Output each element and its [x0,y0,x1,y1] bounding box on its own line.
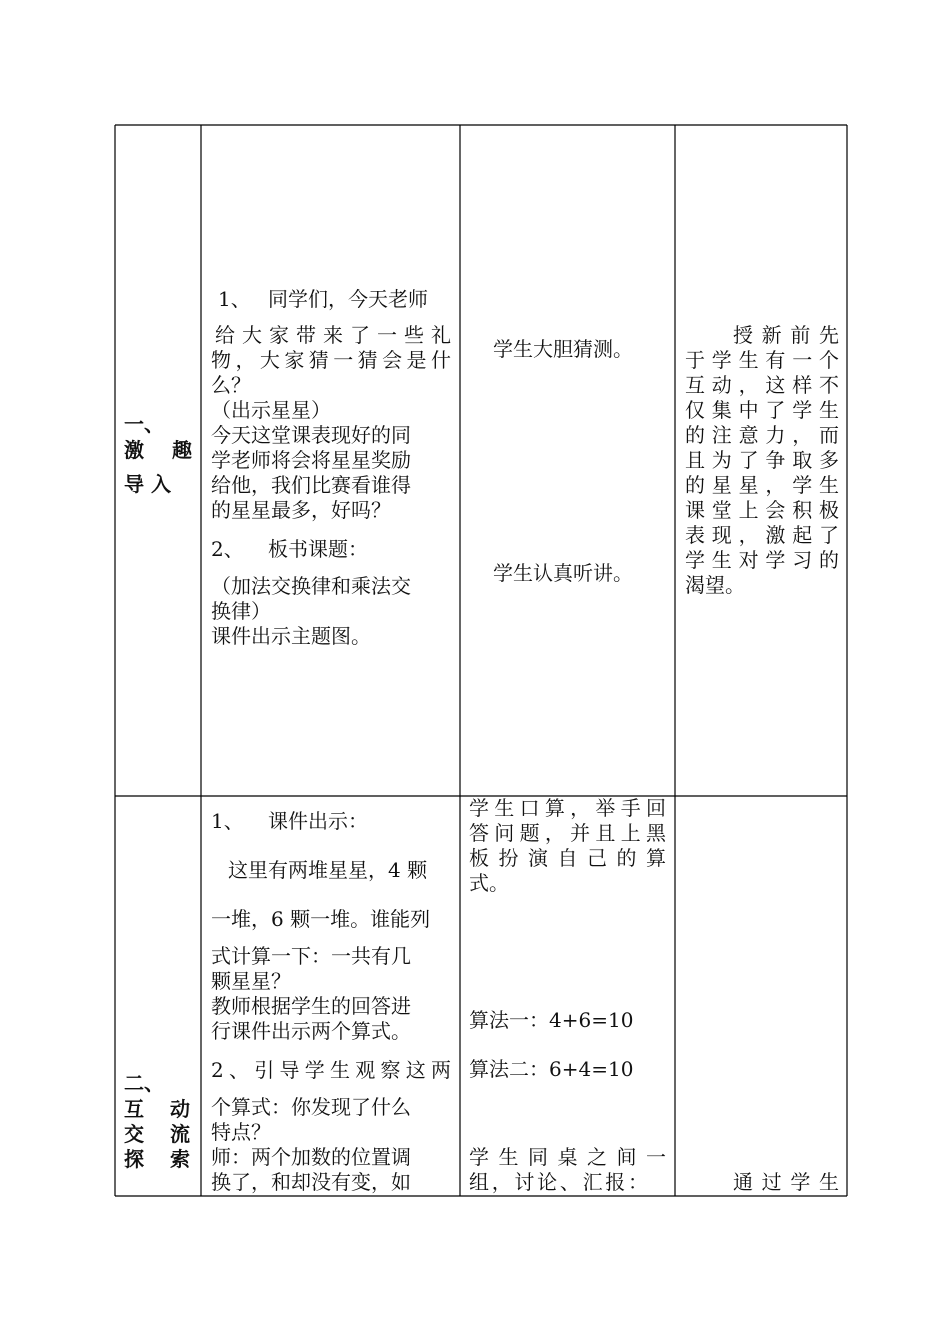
stage2-line3-a: 交 [124,1122,144,1146]
s2-teacher-p1-num: 1、 [211,809,244,833]
s1-design-l11: 渴望。 [685,573,745,597]
s1-teacher-p1-g: 学老师将会将星星奖励 [211,448,411,472]
s1-student-1: 学生大胆猜测。 [493,337,633,361]
s2-teacher-p2-b: 个算式：你发现了什么 [211,1095,411,1119]
stage2-line3-b: 流 [170,1122,190,1146]
s2-teacher-p1-a: 课件出示： [268,809,368,833]
s1-teacher-p2-b: （加法交换律和乘法交 [211,574,411,598]
s2-teacher-p1-f: 教师根据学生的回答进 [211,994,411,1018]
s1-teacher-p1-c: 物，大家猜一猜会是什 [211,348,451,372]
stage1-line3: 导 入 [124,472,171,496]
s2-teacher-p1-c: 一堆，6 颗一堆。谁能列 [211,907,431,931]
s1-design-l2: 于学生有一个 [685,348,839,372]
s2-teacher-p2-e: 换了，和却没有变，如 [211,1170,411,1194]
s2-teacher-p1-d: 式计算一下：一共有几 [211,944,411,968]
s1-teacher-p2-a: 板书课题： [268,537,368,561]
s1-teacher-p1-b: 给大家带来了一些礼 [215,323,451,347]
s1-teacher-p1-d: 么？ [211,373,251,397]
s2-student-3: 板扮演自己的算 [469,846,666,870]
stage1-line1: 一、 [124,412,164,436]
s2-teacher-p1-b: 这里有两堆星星，4 颗 [228,858,428,882]
stage1-line2-a: 激 [124,438,144,462]
s1-design-l10: 学生对学习的 [685,548,839,572]
s1-student-2: 学生认真听讲。 [493,561,633,585]
s2-teacher-p2-c: 特点？ [211,1120,271,1144]
stage2-line4-a: 探 [124,1147,144,1171]
s2-design-l1: 通过学生 [733,1170,839,1194]
s2-student-7: 学生同桌之间一 [469,1145,666,1169]
s1-teacher-p2-c: 换律） [211,599,271,623]
s1-teacher-p1-f: 今天这堂课表现好的同 [211,423,411,447]
s2-student-6: 算法二：6+4=10 [469,1057,634,1081]
s1-teacher-p1-h: 给他，我们比赛看谁得 [211,473,411,497]
s1-teacher-p1-i: 的星星最多，好吗？ [211,498,391,522]
stage1-line2-b: 趣 [172,438,192,462]
s1-design-l9: 表现，激起了 [685,523,839,547]
s2-student-4: 式。 [469,871,509,895]
s1-design-l7: 的星星，学生 [685,473,839,497]
s1-teacher-p2-num: 2、 [211,537,244,561]
s1-teacher-p2-d: 课件出示主题图。 [211,624,371,648]
stage2-line2-a: 互 [124,1097,144,1121]
s2-student-8: 组，讨论、汇报： [469,1170,648,1194]
s1-design-l8: 课堂上会积极 [685,498,839,522]
stage2-line4-b: 索 [170,1147,190,1171]
s1-teacher-p1-e: （出示星星） [211,398,331,422]
s2-teacher-p1-g: 行课件出示两个算式。 [211,1019,411,1043]
s1-design-l5: 的注意力，而 [685,423,839,447]
s1-design-l4: 仅集中了学生 [685,398,839,422]
s2-student-2: 答问题，并且上黑 [469,821,666,845]
stage2-line2-b: 动 [170,1097,190,1121]
s1-teacher-p1-a: 同学们，今天老师 [268,287,428,311]
s1-teacher-p1-num: 1、 [218,287,251,311]
s1-design-l6: 且为了争取多 [685,448,839,472]
s1-design-l3: 互动，这样不 [685,373,839,397]
s2-teacher-p2-d: 师：两个加数的位置调 [211,1145,411,1169]
stage2-line1: 二、 [124,1071,164,1095]
s2-teacher-p1-e: 颗星星？ [211,969,291,993]
s2-teacher-p2-a: 2、引导学生观察这两 [211,1058,451,1082]
s2-student-5: 算法一：4+6=10 [469,1008,634,1032]
s1-design-l1: 授新前先 [733,323,839,347]
s2-student-1: 学生口算，举手回 [469,796,666,820]
